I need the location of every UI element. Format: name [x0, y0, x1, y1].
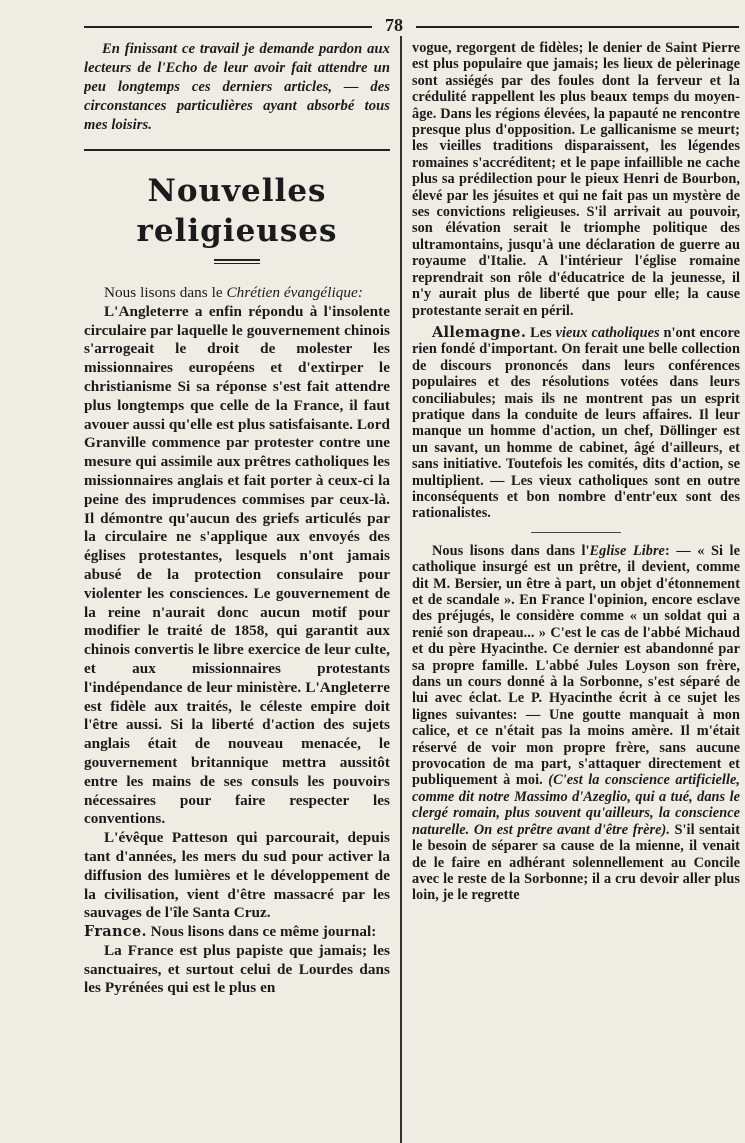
eglise-quote: (C'est la conscience artificielle, comme dit notre Massimo d'Azeglio, qui a tué, dans le clergé romain, plus souvent qu'ailleurs, la conscience naturelle. On est prêtre avant d'être frère).: [412, 772, 740, 838]
france-intro: Nous lisons dans ce même journal:: [146, 923, 377, 941]
eglise-source: Eglise Libre: [589, 542, 665, 559]
left-column: [84, 40, 390, 1140]
paragraph-angleterre: L'Angleterre a enfin répondu à l'insolente circulaire par laquelle le gouvernement chinois s'arrogeait le droit de molester les missionnaires européens et d'extirper le christianisme Si sa réponse s'est fait attendre plus longtemps que celle de la France, il faut avouer aussi qu'elle est plus satisfaisante. Lord Granville commence par protester contre une mesure qui assimile aux prêtres catholiques les missionnaires anglais et fait porter à ceux-ci la peine des imprudences commises par ceux-là. Il démontre qu'aucun des griefs articulés par la circulaire ne s'applique aux envoyés des églises protestantes, lesquels n'ont jamais abusé de la protection consulaire pour violenter les consciences. Le gouvernement de la reine n'aurait donc aucun motif pour modifier le traité de 1858, qui garantit aux chinois convertis le libre exercice de leur culte, et aux missionnaires protestants l'indépendance de leur ministère. L'Angleterre est fidèle aux traités, le céleste empire doit l'être aussi. Si la liberté d'action des sujets anglais était de nouveau menacée, le gouvernement britannique mettra aussitôt entre les mains de ses consuls les pouvoirs nécessaires pour faire respecter les conventions.: [84, 302, 390, 828]
paragraph-allemagne: [412, 325, 740, 522]
closing-note: En finissant ce travail je demande pardon aux lecteurs de l'Echo de leur avoir fait attendre un peu longtemps ces derniers articles, — des circonstances particulières ayant absorbé tous mes loisirs.: [84, 41, 390, 133]
allemagne-les: Les: [526, 324, 556, 341]
heading-ornament: [214, 259, 260, 264]
paragraph-eglise-libre: [412, 543, 740, 904]
intro-source: Chrétien évangélique:: [226, 284, 363, 301]
eglise-prefix: Nous lisons dans dans l': [432, 542, 590, 559]
france-label: France.: [84, 923, 147, 941]
paragraph-france: La France est plus papiste que jamais; les sanctuaires, et surtout celui de Lourdes dans les Pyrénées qui est le plus en: [84, 941, 390, 997]
page-number: 78: [372, 14, 416, 36]
eglise-text: « Si le catholique insurgé est un prêtre, il devient, comme dit M. Bersier, un être à part, un objet d'étonnement et de scandale ». En France l'opinion, encore esclave des préjugés, le considère comme « un soldat qui a renié son drapeau... » C'est le cas de l'abbé Michaud et du père Hyacinthe. Ce dernier est abandonné par sa propre famille. L'abbé Jules Loyson son frère, dans un cours donné à la Sorbonne, s'est séparé de lui avec éclat. Le P. Hyacinthe écrit à ce sujet les lignes suivantes: — Une goutte manquait à mon calice, et ce n'était pas la moins amère. Il m'était réservé de voir mon propre frère, sans aucune provocation de ma part, s'attaquer directement et publiquement à moi.: [412, 542, 740, 789]
right-column: [412, 40, 740, 1140]
allemagne-vieux-catholiques: vieux catholiques: [555, 324, 660, 341]
intro-paragraph: [84, 284, 390, 303]
allemagne-text: n'ont encore rien fondé d'important. On ferait une belle collection de discours prononcés dans leurs conférences populaires et des résolutions votées dans leurs conciliabules; mais ils ne montrent pas un esprit pratique dans la conduite de leurs affaires. Il leur manque un homme d'action, un chef, Döllinger est un savant, un homme de cabinet, âgé d'ailleurs, et sans initiative. Toutefois les comités, dits d'action, se multiplient. — Les vieux catholiques sont en outre inconséquents et bon nombre d'entr'eux sont des rationalistes.: [412, 324, 740, 522]
eglise-colon: : —: [664, 542, 691, 559]
section-heading: Nouvelles religieuses: [136, 173, 338, 249]
paragraph-france-continued: vogue, regorgent de fidèles; le denier de Saint Pierre est plus populaire que jamais; les lieux de pèlerinage sont assiégés par des foules dont la ferveur et la crédulité rappellent les plus beaux temps du moyen-âge. Dans les régions élevées, la papauté ne rencontre presque plus d'opposition. Le gallicanisme se meurt; les vieilles traditions disparaissent, les légendes romaines s'accréditent; et le pape infaillible ne cache plus sa prédilection pour le pieux Henri de Bourbon, élevé par les jésuites et qui ne fait pas un mystère de ses convictions religieuses. S'il arrivait au pouvoir, son élévation serait le triomphe politique des ultramontains, jusqu'à une déclaration de guerre au royaume d'Italie. A l'intérieur l'église romaine reprendrait son rôle d'éducatrice de la jeunesse, il n'y aurait plus de liberté que pour elle; la cause protestante serait en péril.: [412, 40, 740, 319]
intro-prefix: Nous lisons dans le: [104, 284, 227, 301]
section-separator: [84, 149, 390, 151]
eglise-text-end: S'il sentait le besoin de séparer sa cause de la mienne, il venait de le faire en adhérant solennellement au Concile avec le reste de la Sorbonne; il a cru devoir aller plus loin, je le regrette: [412, 821, 740, 904]
short-separator: [531, 532, 621, 533]
column-divider: [400, 36, 402, 1143]
france-intro-paragraph: [84, 923, 390, 942]
paragraph-patteson: L'évêque Patteson qui parcourait, depuis tant d'années, les mers du sud pour activer la diffusion des lumières et le développement de la civilisation, vient d'être massacré par les sauvages de l'île Santa Cruz.: [84, 829, 390, 922]
allemagne-label: Allemagne.: [432, 323, 527, 341]
